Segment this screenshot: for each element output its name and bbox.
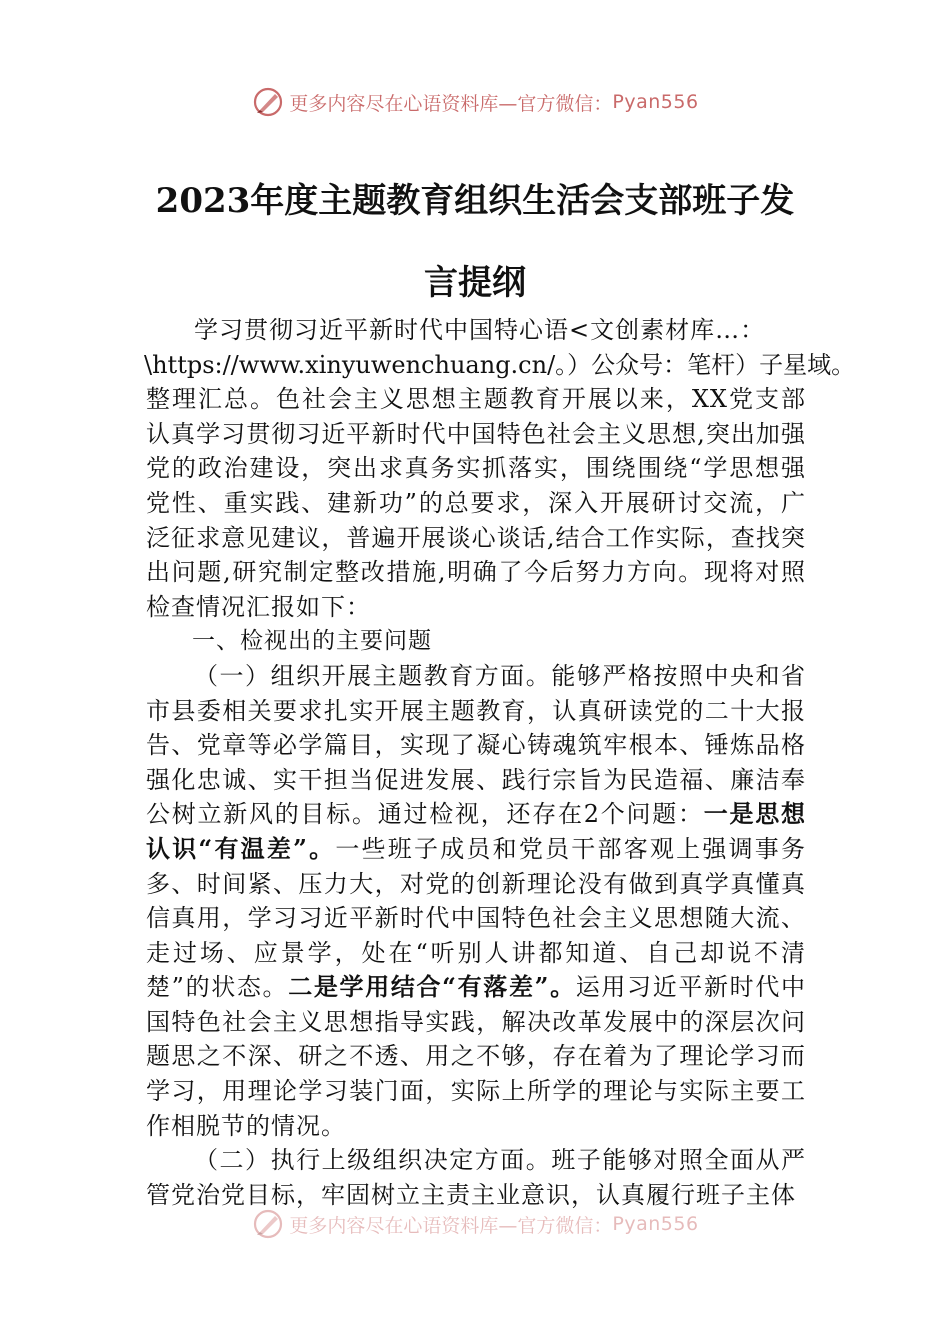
watermark-wechat-id: Pyan556 [612,1213,699,1235]
title-line-2: 言提纲 [424,263,526,303]
intro-url-line: \https://www.xinyuwenchuang.cn/。）公众号：笔杆）子星域。 [144,350,856,379]
section-2-text: 班子能够对照全面从严管党治党目标，牢固树立主责主业意识，认真履行班子主体 [146,1146,807,1209]
section-1-paragraph [146,659,806,1143]
section-heading-1: 一、检视出的主要问题 [192,628,432,655]
section-2-paragraph [146,1143,806,1212]
section-1-text-b: 一些班子成员和党员干部客观上强调事务多、时间紧、压力大，对党的创新理论没有做到真学真懂真信真用，学习习近平新时代中国特色社会主义思想随大流、走过场、应景学，处在“听别人讲都知道、自己却说不清楚”的状态。 [146,834,807,1002]
section-2-label: （二）执行上级组织决定方面。 [194,1146,552,1175]
watermark-text: 更多内容尽在心语资料库—官方微信： [289,1214,613,1237]
watermark-header [0,82,950,122]
problem-2-title: 二是学用结合“有落差”。 [288,972,576,1002]
section-1-label: （一）组织开展主题教育方面。 [194,661,552,690]
section-1-text-a: 能够严格按照中央和省市县委相关要求扎实开展主题教育，认真研读党的二十大报告、党章等必学篇目，实现了凝心铸魂筑牢根本、锤炼品格强化忠诚、实干担当促进发展、践行宗旨为民造福、廉洁奉公树立新风的目标。通过检视，还存在2个问题： [146,661,807,829]
pen-circle-logo-icon [251,85,285,119]
problem-1-title: 一是思想认识“有温差”。 [146,799,806,863]
intro-paragraph-start: 学习贯彻习近平新时代中国特心语<文创素材库…： [194,316,766,344]
watermark-footer [0,1204,950,1244]
document-title [140,160,810,324]
document-body [144,313,856,1212]
watermark-text: 更多内容尽在心语资料库—官方微信： [289,92,613,115]
watermark-wechat-id: Pyan556 [612,91,699,113]
intro-paragraph: 整理汇总。色社会主义思想主题教育开展以来，XX党支部认真学习贯彻习近平新时代中国特色社会主义思想,突出加强党的政治建设，突出求真务实抓落实，围绕围绕“学思想强党性、重实践、建新功”的总要求，深入开展研讨交流，广泛征求意见建议，普遍开展谈心谈话,结合工作实际，查找突出问题,研究制定整改措施,明确了今后努力方向。现将对照检查情况汇报如下： [146,385,806,621]
title-line-1: 2023年度主题教育组织生活会支部班子发 [155,181,795,221]
pen-circle-logo-icon [251,1207,285,1241]
section-1-text-c: 运用习近平新时代中国特色社会主义思想指导实践，解决改革发展中的深层次问题思之不深、研之不透、用之不够，存在着为了理论学习而学习，用理论学习装门面，实际上所学的理论与实际主要工作相脱节的情况。 [146,973,806,1140]
